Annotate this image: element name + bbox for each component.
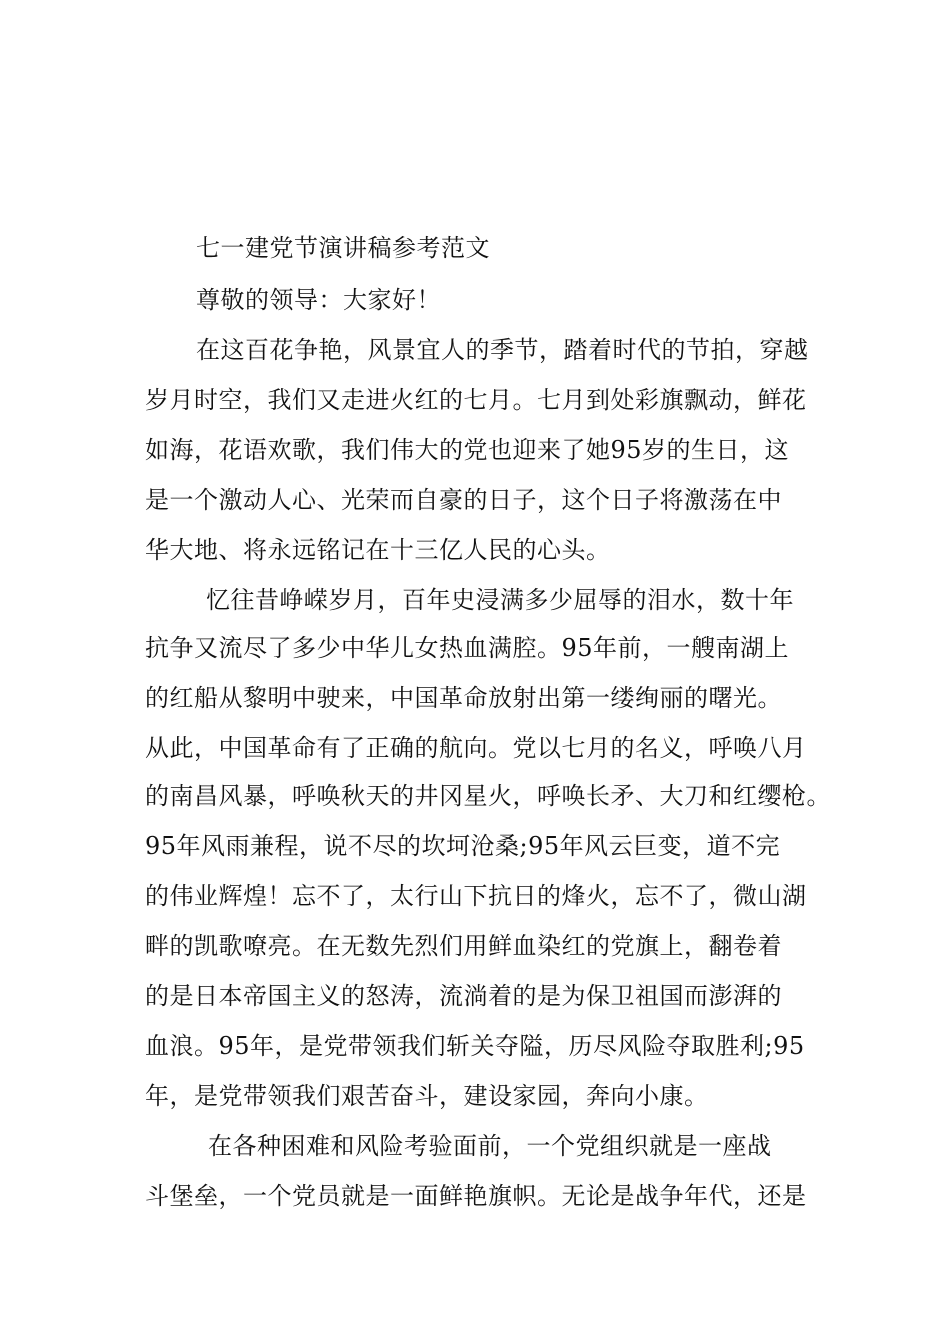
paragraph-line: 斗堡垒，一个党员就是一面鲜艳旗帜。无论是战争年代，还是 xyxy=(145,1182,807,1210)
paragraph-line: 的是日本帝国主义的怒涛，流淌着的是为保卫祖国而澎湃的 xyxy=(145,982,782,1010)
paragraph-line: 畔的凯歌嘹亮。在无数先烈们用鲜血染红的党旗上，翻卷着 xyxy=(145,932,782,960)
paragraph-line: 的伟业辉煌！忘不了，太行山下抗日的烽火，忘不了，微山湖 xyxy=(145,882,807,910)
paragraph-line: 的红船从黎明中驶来，中国革命放射出第一缕绚丽的曙光。 xyxy=(145,684,782,712)
paragraph-line: 从此，中国革命有了正确的航向。党以七月的名义，呼唤八月 xyxy=(145,734,807,762)
paragraph-line: 在这百花争艳，风景宜人的季节，踏着时代的节拍，穿越 xyxy=(196,336,809,364)
document-title: 七一建党节演讲稿参考范文 xyxy=(196,234,490,262)
paragraph-line: 忆往昔峥嵘岁月，百年史浸满多少屈辱的泪水，数十年 xyxy=(206,586,794,614)
paragraph-line: 华大地、将永远铭记在十三亿人民的心头。 xyxy=(145,536,611,564)
paragraph-line: 的南昌风暴，呼唤秋天的井冈星火，呼唤长矛、大刀和红缨枪。 xyxy=(145,782,831,810)
paragraph-line: 岁月时空，我们又走进火红的七月。七月到处彩旗飘动，鲜花 xyxy=(145,386,807,414)
paragraph-line: 是一个激动人心、光荣而自豪的日子，这个日子将激荡在中 xyxy=(145,486,782,514)
paragraph-line: 如海，花语欢歌，我们伟大的党也迎来了她95岁的生日，这 xyxy=(145,436,790,464)
greeting: 尊敬的领导：大家好！ xyxy=(196,286,441,314)
paragraph-line: 年，是党带领我们艰苦奋斗，建设家园，奔向小康。 xyxy=(145,1082,709,1110)
paragraph-line: 在各种困难和风险考验面前，一个党组织就是一座战 xyxy=(208,1132,772,1160)
paragraph-line: 血浪。95年，是党带领我们斩关夺隘，历尽风险夺取胜利;95 xyxy=(145,1032,805,1060)
paragraph-line: 95年风雨兼程，说不尽的坎坷沧桑;95年风云巨变，道不完 xyxy=(145,832,781,860)
paragraph-line: 抗争又流尽了多少中华儿女热血满腔。95年前，一艘南湖上 xyxy=(145,634,790,662)
